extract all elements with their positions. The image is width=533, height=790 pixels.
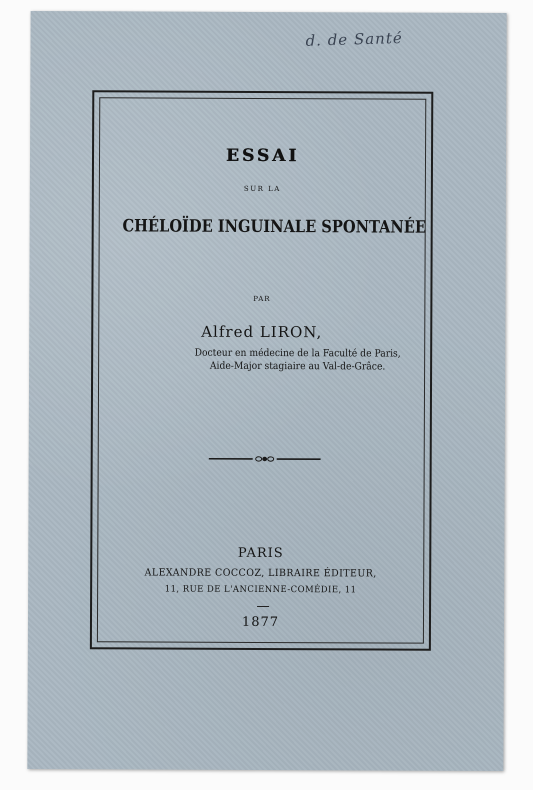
sur-la-text: SUR LA (243, 184, 281, 194)
ornament-divider (209, 455, 321, 463)
title-frame-inner (97, 97, 426, 643)
title-frame (90, 90, 433, 650)
main-title: CHÉLOÏDE INGUINALE SPONTANÉE (122, 216, 427, 238)
publication-city: PARIS (237, 545, 284, 562)
document-page (27, 11, 506, 771)
publisher-address: 11, RUE DE L'ANCIENNE-COMÉDIE, 11 (164, 584, 357, 596)
author-name: Alfred LIRON, (201, 322, 323, 342)
author-credential: Aide-Major stagiaire au Val-de-Grâce. (209, 360, 386, 373)
handwritten-note: d. de Santé (305, 28, 403, 50)
author-credential: Docteur en médecine de la Faculté de Paris, (194, 347, 401, 360)
publisher-name: ALEXANDRE COCCOZ, LIBRAIRE ÉDITEUR, (144, 567, 377, 580)
essai-heading: ESSAI (225, 145, 300, 167)
separator-dash (257, 606, 269, 607)
par-text: PAR (253, 294, 271, 304)
publication-year: 1877 (241, 614, 280, 631)
